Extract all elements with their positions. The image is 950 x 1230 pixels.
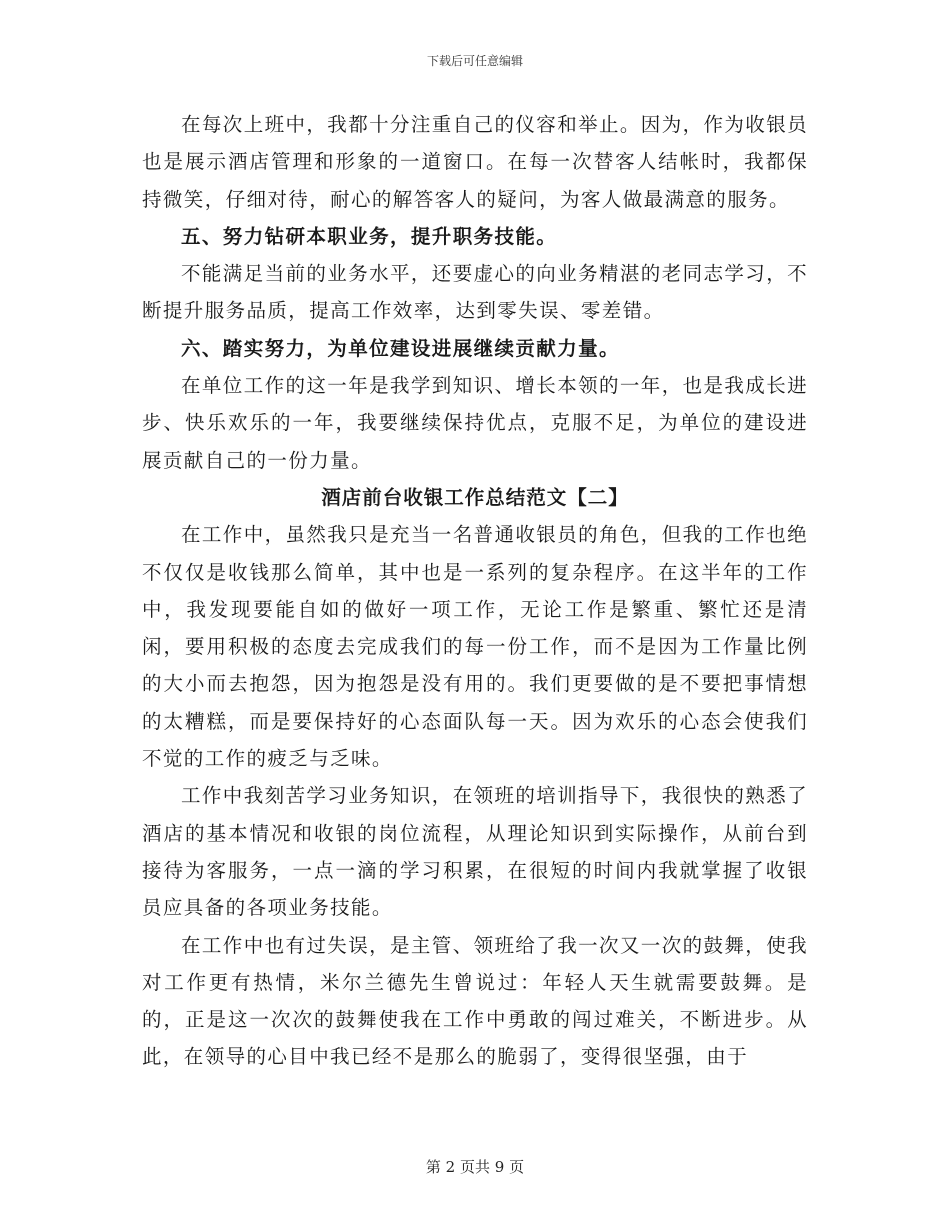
page-header-note: 下载后可任意编辑 — [426, 54, 523, 68]
paragraph-6: 在工作中也有过失误，是主管、领班给了我一次又一次的鼓舞，使我对工作更有热情，米尔兰德先生曾说过：年轻人天生就需要鼓舞。是的，正是这一次次的鼓舞使我在工作中勇敢的闯过难关，不断进步。从此，在领导的心目中我已经不是那么的脆弱了，变得很坚强，由于 — [142, 933, 809, 1069]
paragraph-3: 在单位工作的这一年是我学到知识、增长本领的一年，也是我成长进步、快乐欢乐的一年，我要继续保持优点，克服不足，为单位的建设进展贡献自己的一份力量。 — [142, 374, 809, 472]
heading-five: 五、努力钻研本职业务，提升职务技能。 — [181, 224, 558, 248]
page-footer-number: 第 2 页共 9 页 — [425, 1158, 525, 1176]
paragraph-1: 在每次上班中，我都十分注重自己的仪容和举止。因为，作为收银员也是展示酒店管理和形象的一道窗口。在每一次替客人结帐时，我都保持微笑，仔细对待，耐心的解答客人的疑问，为客人做最满意的服务。 — [142, 113, 809, 211]
heading-six: 六、踏实努力，为单位建设进展继续贡献力量。 — [181, 336, 620, 360]
document-body — [142, 106, 808, 1076]
paragraph-4: 在工作中，虽然我只是充当一名普通收银员的角色，但我的工作也绝不仅仅是收钱那么简单，其中也是一系列的复杂程序。在这半年的工作中，我发现要能自如的做好一项工作，无论工作是繁重、繁忙还是清闲，要用积极的态度去完成我们的每一份工作，而不是因为工作量比例的大小而去抱怨，因为抱怨是没有用的。我们更要做的是不要把事情想的太糟糕，而是要保持好的心态面队每一天。因为欢乐的心态会使我们不觉的工作的疲乏与乏味。 — [142, 523, 809, 771]
section-title: 酒店前台收银工作总结范文【二】 — [321, 485, 629, 509]
paragraph-5: 工作中我刻苦学习业务知识，在领班的培训指导下，我很快的熟悉了酒店的基本情况和收银的岗位流程，从理论知识到实际操作，从前台到接待为客服务，一点一滴的学习积累，在很短的时间内我就掌握了收银员应具备的各项业务技能。 — [142, 784, 809, 920]
paragraph-2: 不能满足当前的业务水平，还要虚心的向业务精湛的老同志学习，不断提升服务品质，提高工作效率，达到零失误、零差错。 — [142, 262, 809, 323]
